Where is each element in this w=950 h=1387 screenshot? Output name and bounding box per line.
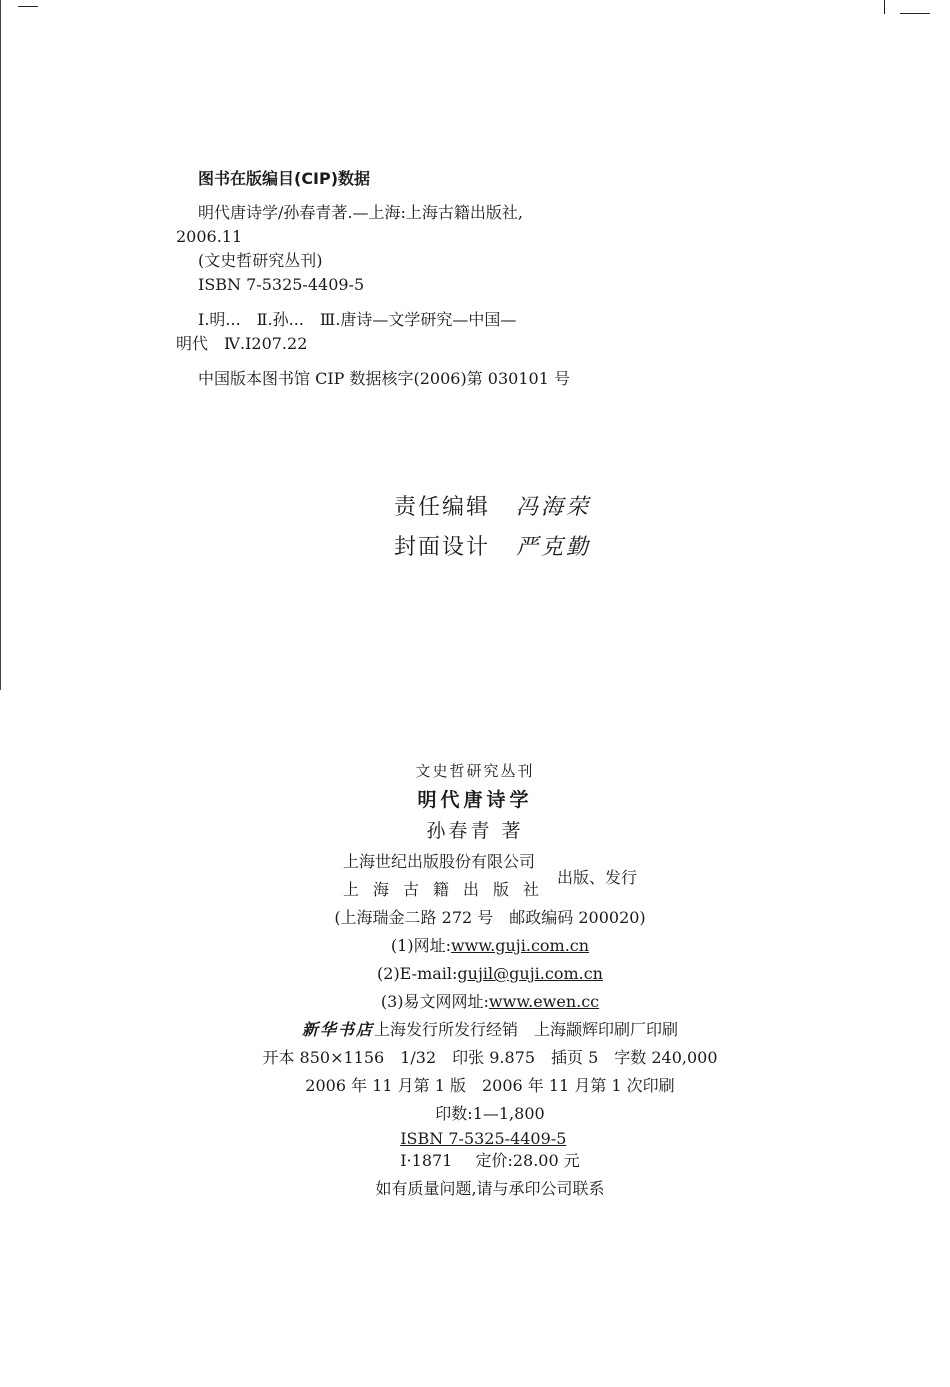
classification-number: I·1871 (400, 1151, 453, 1170)
cip-subject-line: Ⅰ.明... Ⅱ.孙... Ⅲ.唐诗—文学研究—中国— (198, 310, 517, 329)
scan-mark-top-right (900, 13, 930, 14)
distribution-line (230, 1016, 750, 1044)
website-line (230, 932, 750, 960)
designer-row (394, 528, 591, 568)
ewen-link[interactable]: www.ewen.cc (488, 992, 600, 1011)
cip-title-line: 明代唐诗学/孙春青著.—上海:上海古籍出版社, (198, 203, 523, 222)
price: 定价:28.00 元 (475, 1151, 580, 1170)
website-label: (1)网址: (390, 936, 451, 955)
cip-subject-continuation: 明代 Ⅳ.I207.22 (176, 334, 308, 353)
book-author: 孙春青 著 (426, 820, 524, 842)
cip-heading: 图书在版编目(CIP)数据 (198, 169, 371, 188)
editor-name: 冯海荣 (516, 495, 592, 520)
website-link[interactable]: www.guji.com.cn (450, 936, 590, 955)
distribution-text: 上海发行所发行经销 上海颛辉印刷厂印刷 (374, 1020, 679, 1039)
editor-row (394, 488, 591, 528)
publisher-names (343, 848, 553, 904)
scan-mark-top-left (18, 6, 38, 7)
email-link[interactable]: gujil@guji.com.cn (457, 964, 603, 983)
book-title: 明代唐诗学 (417, 789, 533, 811)
quality-notice: 如有质量问题,请与承印公司联系 (375, 1179, 605, 1198)
scan-left-edge (0, 0, 1, 690)
xinhua-logo: 新华书店 (301, 1020, 374, 1039)
isbn-block (400, 1128, 580, 1172)
series-name: 文史哲研究丛刊 (415, 762, 535, 780)
class-price-line (400, 1150, 580, 1172)
publisher-name-1: 上海世纪出版股份有限公司 (342, 852, 535, 871)
format-line: 开本 850×1156 1/32 印张 9.875 插页 5 字数 240,000 (262, 1048, 718, 1067)
designer-role: 封面设计 (394, 535, 491, 560)
cip-date-line: 2006.11 (176, 227, 243, 246)
designer-name: 严克勤 (516, 535, 592, 560)
cip-isbn-line: ISBN 7-5325-4409-5 (198, 275, 365, 294)
cip-data-block (176, 166, 646, 391)
cip-registration-line: 中国版本图书馆 CIP 数据核字(2006)第 030101 号 (198, 369, 570, 388)
editor-role: 责任编辑 (394, 495, 491, 520)
colophon-block (230, 758, 750, 1203)
publisher-name-2: 上海古籍出版社 (342, 880, 553, 899)
isbn-number: ISBN 7-5325-4409-5 (400, 1129, 567, 1148)
email-label: (2)E-mail: (377, 964, 458, 983)
scan-mark-tick (884, 0, 885, 14)
print-run-line: 印数:1—1,800 (435, 1104, 545, 1123)
edition-line: 2006 年 11 月第 1 版 2006 年 11 月第 1 次印刷 (305, 1076, 675, 1095)
publisher-group (230, 848, 750, 904)
ewen-label: (3)易文网网址: (380, 992, 489, 1011)
ewen-line (230, 988, 750, 1016)
cip-series-line: (文史哲研究丛刊) (198, 251, 323, 270)
editor-credits (394, 488, 591, 568)
publisher-address: (上海瑞金二路 272 号 邮政编码 200020) (334, 908, 646, 927)
email-line (230, 960, 750, 988)
isbn-price-block (230, 1128, 750, 1175)
publish-role: 出版、发行 (557, 867, 638, 887)
